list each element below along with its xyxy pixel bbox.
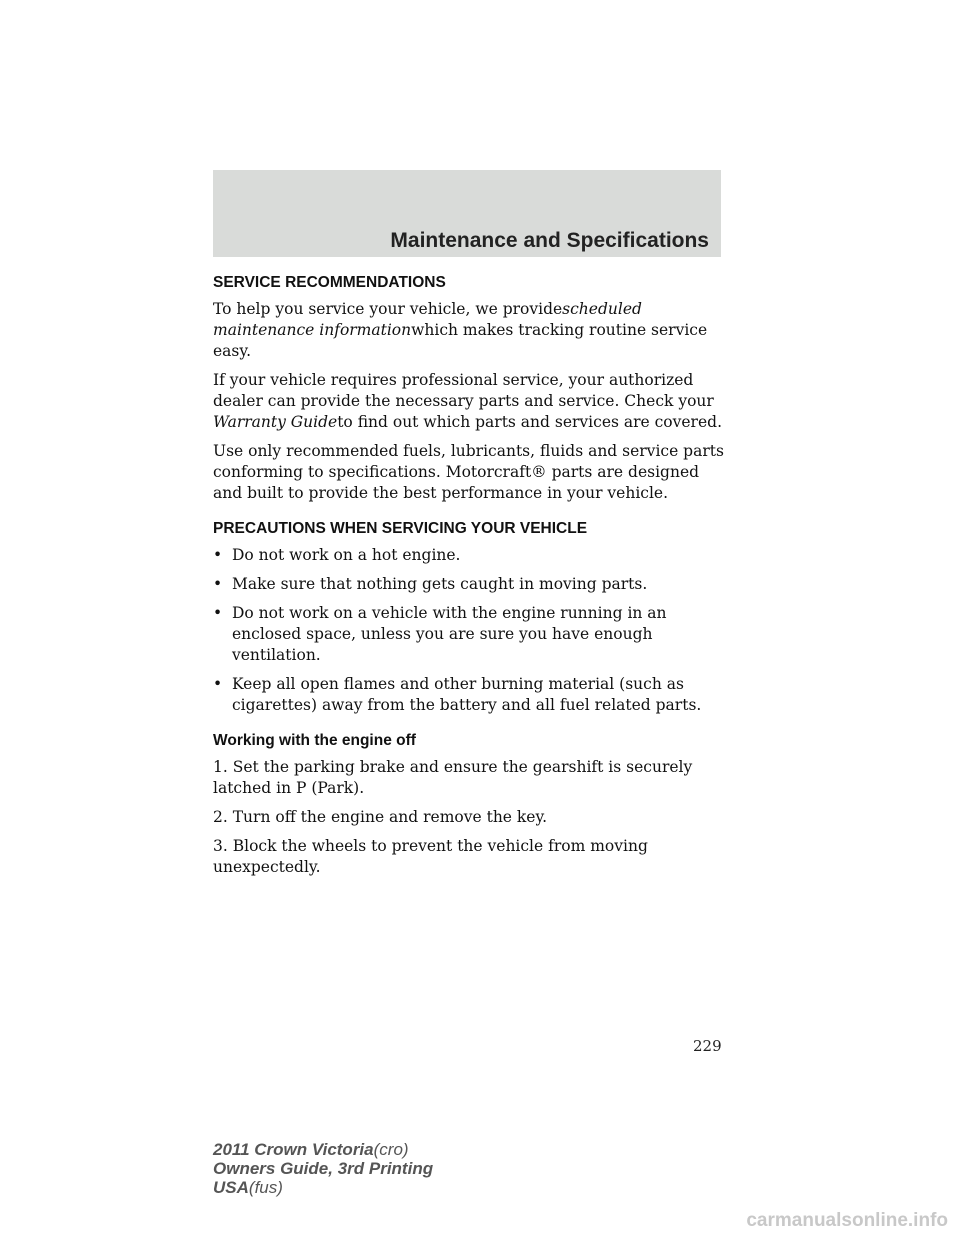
footer-market-code: (fus) (248, 1178, 283, 1197)
paragraph-recommended-parts: Use only recommended fuels, lubricants, fluids and service parts conforming to specifications. Motorcraft® parts are designed and built to provide the best performance in your vehicle. (213, 442, 724, 502)
list-item (213, 574, 728, 595)
watermark-text: carmanualsonline.info (746, 1210, 948, 1231)
p1-text-before: To help you service your vehicle, we provide (213, 300, 563, 318)
heading-engine-off: Working with the engine off (213, 732, 416, 749)
list-item-text: Do not work on a vehicle with the engine running in an enclosed space, unless you are sure you have enough ventilation. (232, 604, 667, 664)
step-item: 3. Block the wheels to prevent the vehicle from moving unexpectedly. (213, 837, 648, 876)
footer-line-market (213, 1178, 433, 1197)
list-item (213, 603, 728, 666)
list-item-text: Do not work on a hot engine. (232, 546, 461, 564)
step-item: 2. Turn off the engine and remove the key. (213, 808, 548, 826)
footer-line-model (213, 1140, 433, 1159)
list-item-text: Keep all open flames and other burning material (such as cigarettes) away from the battery and all fuel related parts. (232, 675, 702, 714)
step-item: 1. Set the parking brake and ensure the gearshift is securely latched in P (Park). (213, 758, 693, 797)
footer-line-printing: Owners Guide, 3rd Printing (213, 1159, 434, 1178)
p1-text-after: which makes tracking routine service easy. (213, 321, 708, 360)
page-number: 229 (693, 1037, 722, 1055)
bullet-marker: • (213, 675, 223, 693)
paragraph-scheduled-maintenance (213, 299, 728, 362)
section-header-band (213, 170, 721, 257)
heading-service-recommendations: SERVICE RECOMMENDATIONS (213, 274, 446, 291)
p1-italic-term: scheduled maintenance information (213, 300, 642, 339)
p2-text-before: If your vehicle requires professional service, your authorized dealer can provide the necessary parts and service. Check your (213, 371, 714, 410)
p2-italic-term: Warranty Guide (213, 413, 338, 431)
list-item-text: Make sure that nothing gets caught in moving parts. (232, 575, 648, 593)
precautions-list (213, 545, 728, 716)
p2-text-after: to find out which parts and services are covered. (337, 413, 722, 431)
bullet-marker: • (213, 575, 223, 593)
heading-precautions: PRECAUTIONS WHEN SERVICING YOUR VEHICLE (213, 520, 588, 537)
page-content (213, 260, 728, 886)
list-item (213, 674, 728, 716)
bullet-marker: • (213, 546, 223, 564)
document-footer (213, 1140, 433, 1197)
list-item (213, 545, 728, 566)
section-header-title: Maintenance and Specifications (390, 229, 709, 252)
footer-model-name: 2011 Crown Victoria (213, 1140, 374, 1159)
footer-model-code: (cro) (373, 1140, 409, 1159)
footer-market-name: USA (213, 1178, 249, 1197)
bullet-marker: • (213, 604, 223, 622)
paragraph-professional-service (213, 370, 728, 433)
